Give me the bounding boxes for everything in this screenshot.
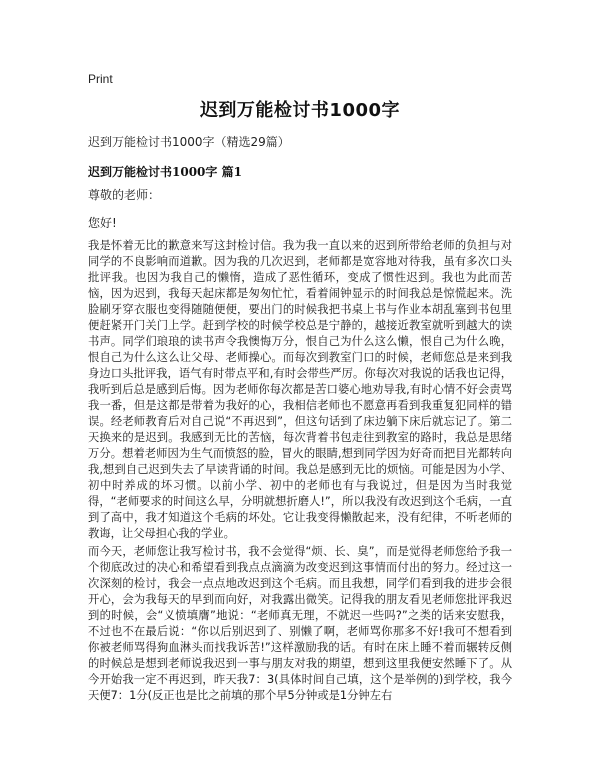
- salutation: 尊敬的老师：: [88, 188, 161, 202]
- body-paragraph: 我是怀着无比的歉意来写这封检讨信。我为我一直以来的迟到所带给老师的负担与对同学的不良影响而道歉。因为我的几次迟到，老师都是宽容地对待我，虽有多次口头批评我。也因为我自己的懒惰，造成了恶性循环，变成了惯性迟到。我也为此而苦恼，因为迟到，我每天起床都是匆匆忙忙，看着闹钟显示的时间我总是惊慌起来。洗脸刷牙穿衣服也变得随随便便，要出门的时候我把书桌上书与作业本胡乱塞到书包里便赶紧开门关门上学。赶到学校的时候学校总是宁静的，越接近教室就听到越大的读书声。同学们琅琅的读书声令我懊悔万分，恨自己为什么这么懒，恨自己为什么晚，恨自己为什么这么让父母、老师操心。而每次到教室门口的时候，老师您总是来到我身边口头批评我，语气有时带点平和,有时会带些严厉。你每次对我说的话我也记得，我听到后总是感到后悔。因为老师你每次都是苦口婆心地劝导我,有时心情不好会责骂我一番，但是这都是带着为我好的心，我相信老师也不愿意再看到我重复犯同样的错误。经老师教育后对自己说“不再迟到”，但这句话到了床边躺下床后就忘记了。第二天换来的是迟到。我感到无比的苦恼，每次背着书包走往到教室的路时，我总是思绪万分。想着老师因为生气而愤怒的脸，冒火的眼睛,想到同学因为好奇而把目光都转向我,想到自己迟到失去了早读背诵的时间。我总是感到无比的烦恼。可能是因为小学、初中时养成的坏习惯。以前小学、初中的老师也有与我说过，但是因为当时我觉得，“老师要求的时间这么早，分明就想折磨人!”，所以我没有改迟到这个毛病，一直到了高中，我才知道这个毛病的坏处。它让我变得懒散起来，没有纪律，不听老师的教诲，让父母担心我的学业。: [88, 239, 512, 540]
- greeting: 您好!: [88, 216, 117, 230]
- document-title: 迟到万能检讨书1000字: [199, 100, 401, 121]
- document-subtitle: 迟到万能检讨书1000字（精选29篇）: [88, 135, 290, 149]
- section-heading: 迟到万能检讨书1000字 篇1: [88, 165, 242, 179]
- print-link[interactable]: Print: [88, 72, 113, 86]
- body-paragraph: 而今天，老师您让我写检讨书，我不会觉得“烦、长、臭”，而是觉得老师您给予我一个彻底改过的决心和希望看到我点点滴滴为改变迟到这事情而付出的努力。经过这一次深刻的检讨，我会一点点地改迟到这个毛病。而且我想，同学们看到我的进步会很开心，会为我每天的早到而向好，对我露出微笑。记得我的朋友看见老师您批评我迟到的时候，会“义愤填膺”地说：“老师真无理，不就迟一些吗?”之类的话来安慰我，不过也不在最后说：“你以后别迟到了、别懒了啊，老师骂你那多不好!我可不想看到你被老师骂得狗血淋头而找我诉苦!”这样激励我的话。有时在床上睡不着而辗转反侧的时候总是想到老师说我迟到一事与朋友对我的期望，想到这里我便安然睡下了。从今开始我一定不再迟到，昨天我7：3(具体时间自己填，这个是举例的)到学校，我今天便7：1分(反正也是比之前填的那个早5分钟或是1分钟左右: [88, 545, 512, 702]
